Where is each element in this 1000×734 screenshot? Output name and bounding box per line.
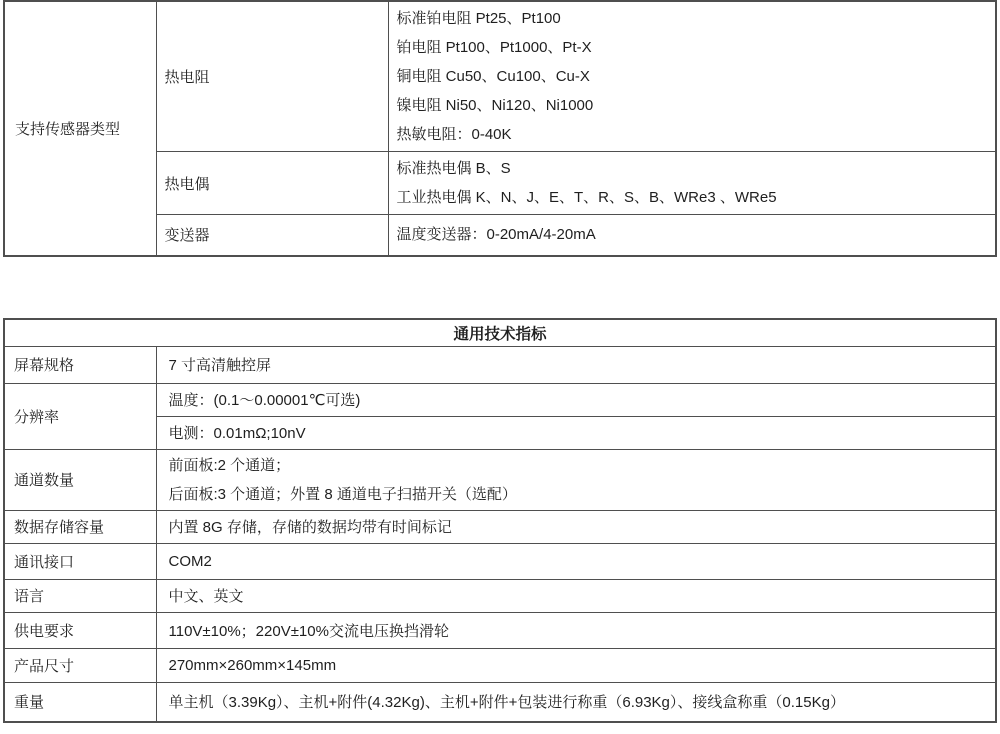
specs-table-title: 通用技术指标: [4, 319, 996, 346]
spec-label-storage: 数据存储容量: [4, 510, 156, 543]
spec-label-channels: 通道数量: [4, 449, 156, 510]
sensor-types-table: [3, 0, 997, 257]
sensor-group-thermocouple: 热电偶: [156, 152, 388, 215]
sensor-group-transmitter-values: [388, 215, 996, 256]
general-specs-table: [3, 318, 997, 723]
sensor-group-thermal-resistance: 热电阻: [156, 1, 388, 152]
sensor-line: 镍电阻 Ni50、Ni120、Ni1000: [396, 97, 594, 114]
sensor-line: 工业热电偶 K、N、J、E、T、R、S、B、WRe3 、WRe5: [396, 189, 777, 206]
spec-label-power: 供电要求: [4, 612, 156, 648]
spec-label-resolution: 分辨率: [4, 383, 156, 449]
sensor-line: 标准热电偶 B、S: [396, 160, 511, 177]
spec-value-resolution-temperature: 温度：(0.1～0.00001℃可选): [156, 383, 996, 416]
spec-label-language: 语言: [4, 579, 156, 612]
spec-label-weight: 重量: [4, 682, 156, 722]
spec-value-channels: [156, 449, 996, 510]
spec-value-resolution-electrical: 电测：0.01mΩ;10nV: [156, 416, 996, 449]
spec-value-weight: 单主机（3.39Kg）、主机+附件(4.32Kg)、主机+附件+包装进行称重（6.93Kg）、接线盒称重（0.15Kg）: [156, 682, 996, 722]
spec-value-storage: 内置 8G 存储，存储的数据均带有时间标记: [156, 510, 996, 543]
sensor-line: 热敏电阻：0-40K: [396, 126, 512, 143]
sensor-category-label: 支持传感器类型: [4, 1, 156, 256]
spec-value-power: 110V±10%；220V±10%交流电压换挡滑轮: [156, 612, 996, 648]
spec-label-comm-port: 通讯接口: [4, 543, 156, 579]
sensor-line: 铜电阻 Cu50、Cu100、Cu-X: [396, 68, 590, 85]
spec-channels-line: 后面板:3 个通道；外置 8 通道电子扫描开关（选配）: [168, 485, 517, 503]
sensor-line: 温度变送器：0-20mA/4-20mA: [396, 226, 596, 244]
sensor-line: 铂电阻 Pt100、Pt1000、Pt-X: [396, 39, 592, 56]
spec-value-comm-port: COM2: [156, 543, 996, 579]
sensor-group-thermocouple-values: [388, 152, 996, 215]
spec-label-dimensions: 产品尺寸: [4, 648, 156, 682]
sensor-group-thermal-resistance-values: [388, 1, 996, 152]
spec-channels-line: 前面板:2 个通道；: [168, 456, 291, 474]
sensor-group-transmitter: 变送器: [156, 215, 388, 256]
spec-label-screen: 屏幕规格: [4, 346, 156, 383]
spec-value-dimensions: 270mm×260mm×145mm: [156, 648, 996, 682]
sensor-line: 标准铂电阻 Pt25、Pt100: [396, 10, 561, 27]
spec-value-screen: 7 寸高清触控屏: [156, 346, 996, 383]
spec-value-language: 中文、英文: [156, 579, 996, 612]
